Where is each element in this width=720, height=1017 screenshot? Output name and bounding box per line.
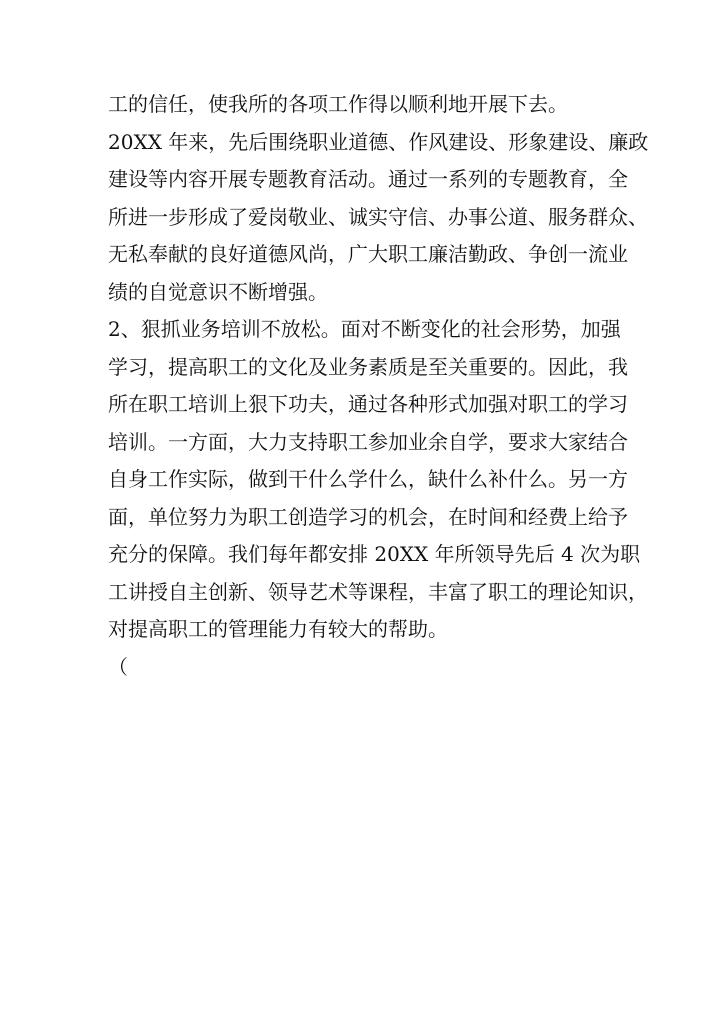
document-body [108, 86, 649, 686]
text-line: 无私奉献的良好道德风尚，广大职工廉洁勤政、争创一流业 [108, 242, 628, 266]
text-line: 学习，提高职工的文化及业务素质是至关重要的。因此，我 [108, 354, 628, 379]
text-line: 绩的自觉意识不断增强。 [108, 279, 328, 304]
text-line: 充分的保障。我们每年都安排 20XX 年所领导先后 4 次为职 [108, 542, 641, 566]
text-line: 所进一步形成了爱岗敬业、诚实守信、办事公道、服务群众、 [108, 204, 648, 229]
text-line: 所在职工培训上狠下功夫，通过各种形式加强对职工的学习 [108, 392, 628, 416]
text-line: 对提高职工的管理能力有较大的帮助。 [108, 617, 448, 641]
text-line: 面，单位努力为职工创造学习的机会，在时间和经费上给予 [108, 504, 628, 529]
text-line: 自身工作实际，做到干什么学什么，缺什么补什么。另一方 [108, 467, 628, 491]
text-line: 工的信任，使我所的各项工作得以顺利地开展下去。 [108, 92, 568, 116]
text-line: 20XX 年来，先后围绕职业道德、作风建设、形象建设、廉政 [108, 129, 649, 154]
text-line: 培训。一方面，大力支持职工参加业余自学，要求大家结合 [108, 429, 628, 454]
text-line: 建设等内容开展专题教育活动。通过一系列的专题教育，全 [108, 167, 628, 191]
text-line: 2、狠抓业务培训不放松。面对不断变化的社会形势，加强 [108, 317, 621, 341]
text-line: 工讲授自主创新、领导艺术等课程，丰富了职工的理论知识， [108, 579, 648, 604]
text-line: （ [108, 654, 128, 679]
